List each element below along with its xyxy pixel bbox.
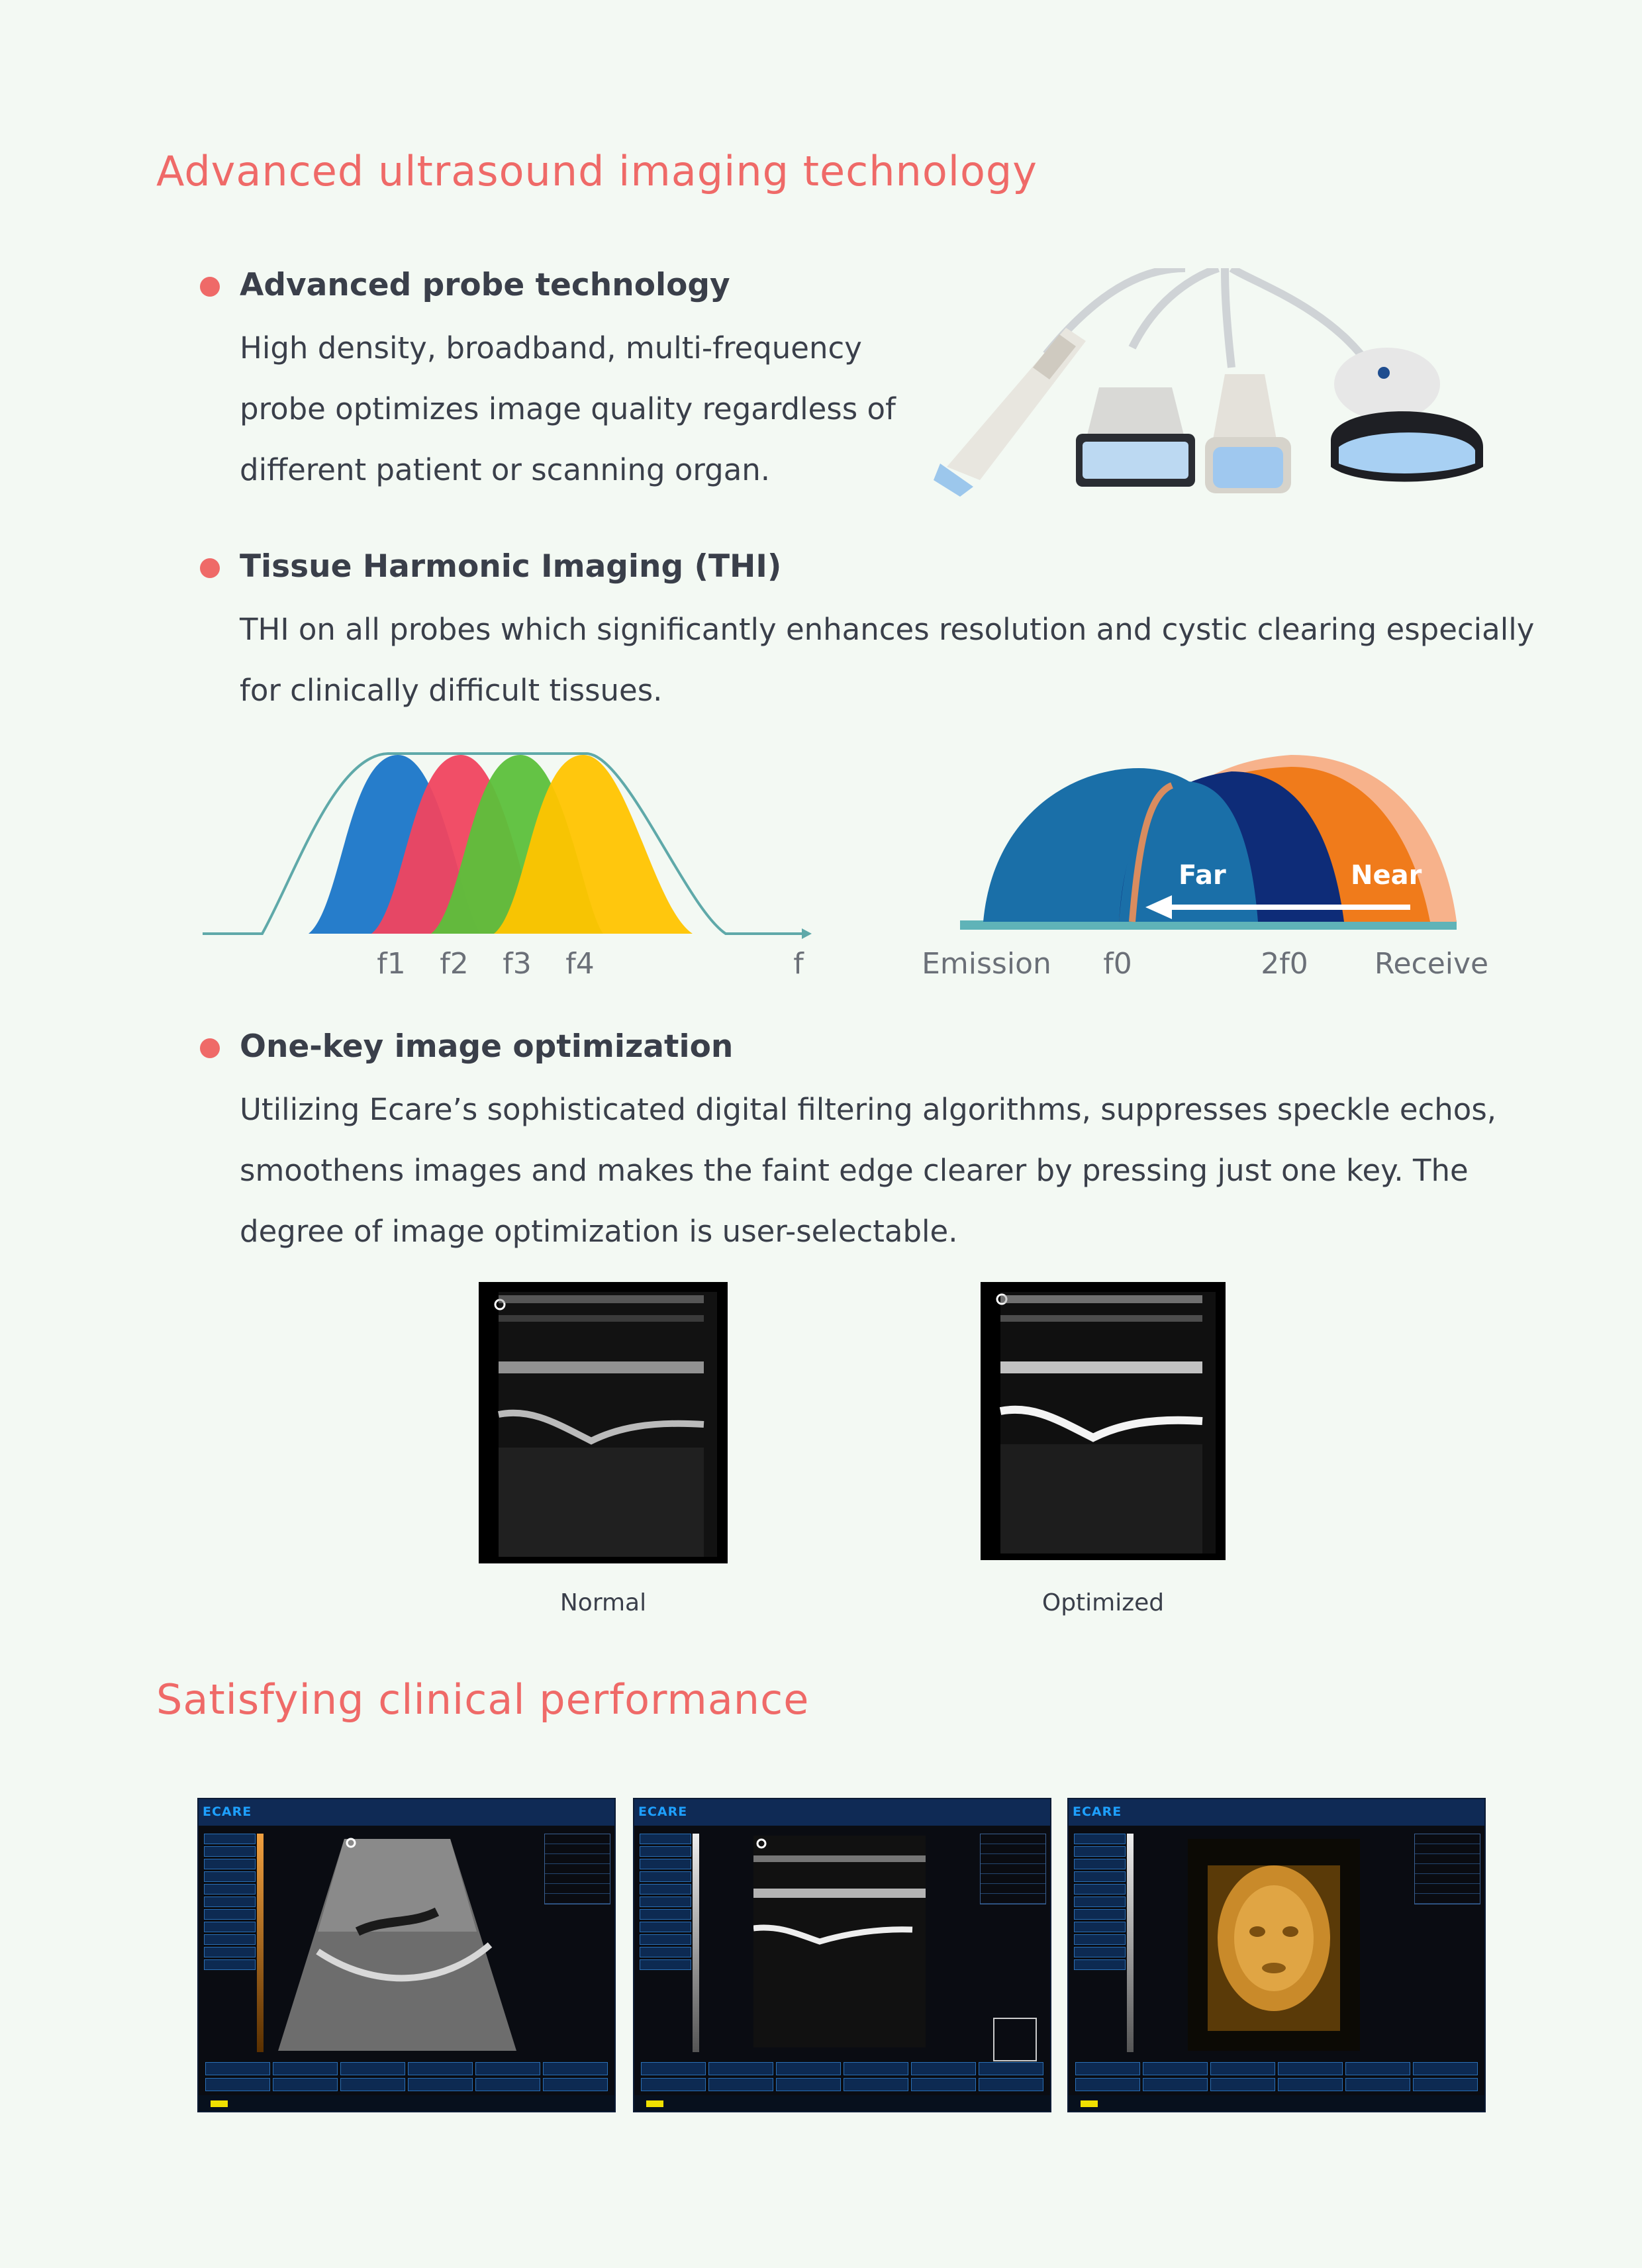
fetal-3d-image	[1188, 1839, 1360, 2051]
label-emission: Emission	[922, 947, 1051, 981]
axis-labels	[377, 947, 804, 981]
label-f0: f0	[1103, 947, 1132, 981]
ecare-logo: ECARE	[1073, 1804, 1122, 1819]
section-title-clinical: Satisfying clinical performance	[156, 1675, 810, 1724]
label-far: Far	[1179, 860, 1226, 891]
screen-buttons	[1075, 2062, 1478, 2093]
screen-menu	[204, 1834, 256, 1972]
label-near: Near	[1351, 860, 1422, 891]
ultrasound-screen-linear	[633, 1798, 1051, 2112]
label-f: f	[793, 947, 804, 981]
text-line: degree of image optimization is user-selectable.	[240, 1214, 958, 1249]
label-f4: f4	[565, 947, 595, 981]
feature-text-optimization	[240, 1079, 1496, 1262]
screen-status-bar	[1069, 2095, 1484, 2111]
linear-scan-image	[753, 1836, 926, 2047]
screen-header	[1069, 1799, 1484, 1826]
feature-heading-optimization: One-key image optimization	[240, 1028, 734, 1065]
label-f3: f3	[503, 947, 532, 981]
gray-scale-bar	[1127, 1834, 1134, 2052]
harmonic-diagram	[920, 742, 1496, 987]
thumbnail-frame	[993, 2018, 1037, 2061]
status-indicator	[646, 2100, 663, 2107]
text-line: High density, broadband, multi-frequency	[240, 330, 862, 366]
text-line: smoothens images and makes the faint edge clearer by pressing just one key. The	[240, 1153, 1469, 1188]
screen-buttons	[641, 2062, 1043, 2093]
axis-labels	[922, 947, 1488, 981]
screen-status-bar	[634, 2095, 1050, 2111]
feature-text-thi	[240, 599, 1534, 721]
gray-scale-bar	[693, 1834, 699, 2052]
text-line: THI on all probes which significantly enhances resolution and cystic clearing especially	[240, 612, 1535, 647]
frequency-bands-diagram	[196, 742, 818, 987]
screen-status-bar	[199, 2095, 614, 2111]
liver-scan-image	[278, 1832, 516, 2057]
screen-params	[980, 1834, 1046, 1904]
feature-heading-probe: Advanced probe technology	[240, 267, 730, 303]
caption-optimized: Optimized	[1041, 1589, 1165, 1616]
ultrasound-optimized-image	[981, 1282, 1226, 1560]
bullet-dot	[200, 277, 220, 297]
text-line: different patient or scanning organ.	[240, 452, 771, 487]
text-line: for clinically difficult tissues.	[240, 673, 663, 708]
label-f2: f2	[440, 947, 469, 981]
screen-params	[1414, 1834, 1480, 1904]
caption-normal: Normal	[559, 1589, 647, 1616]
label-receive: Receive	[1374, 947, 1489, 981]
screen-header	[199, 1799, 614, 1826]
section-title-imaging: Advanced ultrasound imaging technology	[156, 147, 1038, 195]
ecare-logo: ECARE	[638, 1804, 688, 1819]
probes-image	[934, 268, 1493, 497]
screen-menu	[640, 1834, 691, 1972]
text-line: probe optimizes image quality regardless of	[240, 391, 896, 426]
screen-header	[634, 1799, 1050, 1826]
feature-heading-thi: Tissue Harmonic Imaging (THI)	[240, 548, 782, 585]
bullet-dot	[200, 558, 220, 578]
ecare-logo: ECARE	[203, 1804, 252, 1819]
status-indicator	[211, 2100, 228, 2107]
screen-menu	[1074, 1834, 1126, 1972]
bullet-dot	[200, 1038, 220, 1058]
ultrasound-screen-3d	[1067, 1798, 1486, 2112]
text-line: Utilizing Ecare’s sophisticated digital filtering algorithms, suppresses speckle echos,	[240, 1092, 1497, 1127]
feature-text-probe	[240, 318, 896, 501]
label-2f0: 2f0	[1261, 947, 1308, 981]
gray-scale-bar	[257, 1834, 264, 2052]
label-f1: f1	[377, 947, 406, 981]
ultrasound-screen-liver	[197, 1798, 616, 2112]
screen-buttons	[205, 2062, 608, 2093]
ultrasound-normal-image	[479, 1282, 728, 1563]
screen-params	[544, 1834, 610, 1904]
status-indicator	[1081, 2100, 1098, 2107]
